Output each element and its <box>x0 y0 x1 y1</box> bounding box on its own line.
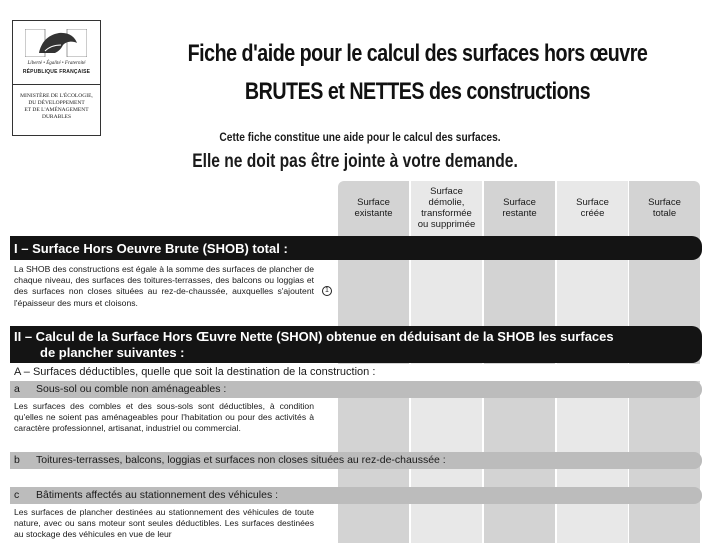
item-label: Bâtiments affectés au stationnement des véhicules : <box>36 489 279 501</box>
item-c-bar <box>10 487 702 504</box>
column-header: Surface totale <box>648 197 681 219</box>
item-label: Toitures-terrasses, balcons, loggias et surfaces non closes situées au rez-de-chaussée : <box>36 454 446 466</box>
item-b-bar <box>10 452 702 469</box>
marianne-block <box>13 21 100 85</box>
section-2-heading-line1: II – Calcul de la Surface Hors Œuvre Nette (SHON) obtenue en déduisant de la SHOB les surfaces <box>14 329 614 344</box>
warning-note: Elle ne doit pas être jointe à votre demande. <box>192 151 518 172</box>
intro-note: Cette fiche constitue une aide pour le calcul des surfaces. <box>219 130 501 144</box>
section-1-heading: I – Surface Hors Oeuvre Brute (SHOB) total : <box>10 236 702 260</box>
item-letter: b <box>14 454 20 466</box>
column-header: Surface existante <box>354 197 393 219</box>
section-1-text: La SHOB des constructions est égale à la somme des surfaces de plancher de chaque niveau, des surfaces des toitures-terrasses, des balcons ou loggias et des surfaces non closes situées au rez-de-chaussée, auxquelles s'ajoutent l'épaisseur des murs et cloisons. <box>14 264 314 308</box>
motto: Liberté • Égalité • Fraternité <box>27 61 86 66</box>
page-title-line1: Fiche d'aide pour le calcul des surfaces hors œuvre <box>187 40 648 67</box>
column-header: Surface créée <box>576 197 609 219</box>
column-header: Surface restante <box>502 197 537 219</box>
section-2-heading <box>10 326 702 363</box>
section-2-heading-line2: de plancher suivantes : <box>40 345 185 360</box>
item-label: Sous-sol ou comble non aménageables : <box>36 383 227 395</box>
ministry-label: MINISTÈRE DE L'ÉCOLOGIE, DU DÉVELOPPEMENT ET DE L'AMÉNAGEMENT DURABLES <box>20 93 93 120</box>
item-letter: a <box>14 383 20 395</box>
marianne-icon <box>25 29 87 57</box>
item-a-bar <box>10 381 702 398</box>
government-logo <box>12 20 101 136</box>
item-c-text: Les surfaces de plancher destinées au stationnement des véhicules de toute nature, avec ou sans moteur sont seules déductibles. Les surfaces destinées au stockage des véhicules en vue de leur <box>14 507 314 540</box>
section-2a-subheading: A – Surfaces déductibles, quelle que soit la destination de la construction : <box>14 364 702 381</box>
item-letter: c <box>14 489 20 501</box>
column-header: Surface démolie, transformée ou supprimée <box>417 186 476 230</box>
item-a-text: Les surfaces des combles et des sous-sols sont déductibles, à condition qu'elles ne soient pas aménageables pour l'habitation ou pour des activités à caractère professionnel, artisanat, industriel ou commercial. <box>14 401 314 434</box>
footnote-marker: 1 <box>322 286 332 296</box>
page-title-line2: BRUTES et NETTES des constructions <box>244 78 591 105</box>
republic-label: RÉPUBLIQUE FRANÇAISE <box>22 69 91 75</box>
